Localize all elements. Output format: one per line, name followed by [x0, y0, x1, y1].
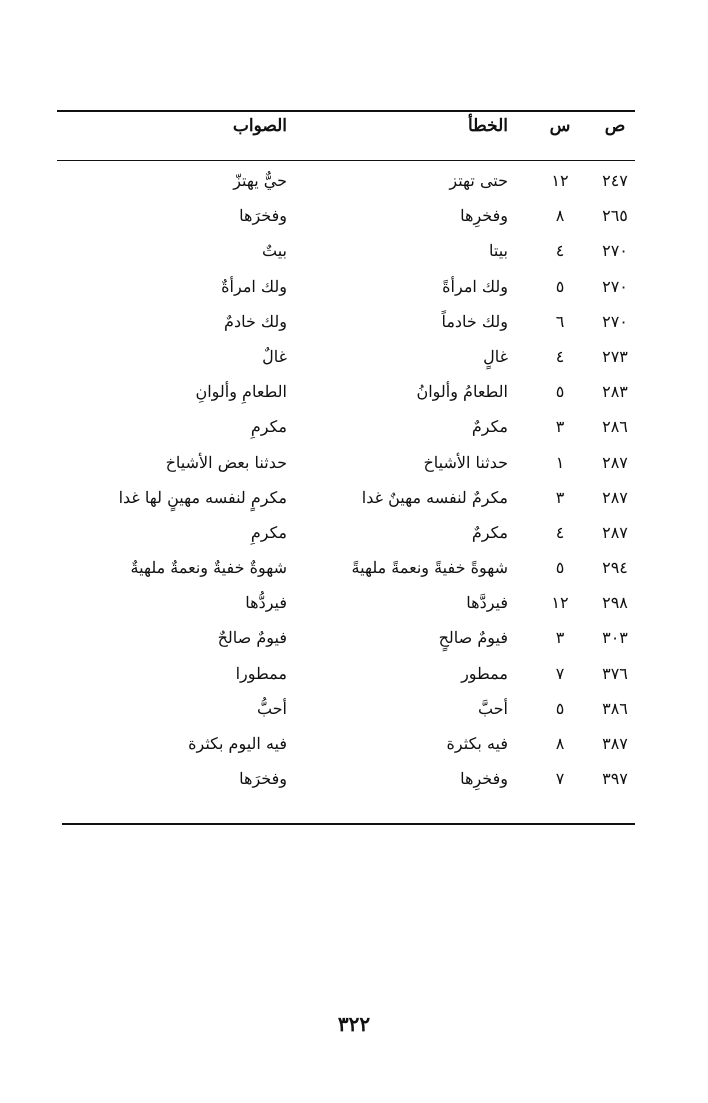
row-line-number: ٥ [555, 382, 565, 402]
row-page-number: ٢٧٣ [602, 346, 628, 366]
table-row [57, 523, 635, 558]
row-line-number: ٥ [555, 276, 565, 296]
row-line-number: ٧ [555, 769, 565, 789]
row-wrong-text: وفخرِها [460, 769, 508, 789]
row-wrong-text: ولك خادماً [441, 311, 508, 331]
row-wrong-text: شهوةً خفيةً ونعمةً ملهيةً [351, 558, 508, 578]
row-line-number: ٤ [555, 241, 565, 261]
row-correct-text: أحبُّ [256, 698, 287, 718]
row-wrong-text: مكرمٌ [471, 522, 508, 542]
row-page-number: ٢٨٧ [602, 487, 628, 507]
row-correct-text: فيردُّها [245, 593, 287, 613]
row-line-number: ٣ [555, 417, 565, 437]
row-correct-text: حدثنا بعض الأشياخ [165, 452, 287, 472]
row-correct-text: الطعامِ وألوانِ [195, 382, 287, 402]
row-page-number: ٢٩٤ [602, 558, 628, 578]
table-row [57, 699, 635, 734]
header-line-column: س [549, 116, 571, 136]
header-page-column: ص [604, 116, 626, 136]
header-wrong-column: الخطأ [467, 116, 508, 136]
row-correct-text: مكرمِ [250, 417, 287, 437]
row-correct-text: شهوةٌ خفيةٌ ونعمةٌ ملهيةٌ [130, 558, 287, 578]
row-line-number: ٤ [555, 522, 565, 542]
row-wrong-text: ممطور [461, 663, 508, 683]
row-line-number: ١٢ [551, 171, 569, 190]
row-page-number: ٣٧٦ [602, 663, 628, 683]
row-correct-text: فيومٌ صالحٌ [217, 628, 287, 648]
row-page-number: ٢٧٠ [602, 276, 628, 296]
row-wrong-text: حتى تهتز [449, 171, 508, 190]
row-line-number: ١٢ [551, 593, 569, 613]
row-correct-text: ممطورا [235, 663, 287, 683]
row-page-number: ٣٠٣ [602, 628, 628, 648]
row-correct-text: وفخرَها [239, 769, 287, 789]
row-wrong-text: مكرمٌ [471, 417, 508, 437]
table-row [57, 664, 635, 699]
row-wrong-text: بيتا [489, 241, 508, 261]
row-wrong-text: مكرمٌ لنفسه مهينٌ غدا [361, 487, 508, 507]
row-line-number: ٨ [555, 206, 565, 226]
row-wrong-text: فيه بكثرة [446, 734, 508, 753]
row-wrong-text: الطعامُ وألوانُ [416, 382, 508, 402]
row-page-number: ٢٧٠ [602, 241, 628, 261]
table-header-rule [57, 160, 635, 161]
table-bottom-rule [62, 823, 635, 825]
row-correct-text: وفخرَها [239, 206, 287, 226]
row-page-number: ٢٨٦ [602, 417, 628, 437]
row-correct-text: مكرمِ [250, 522, 287, 542]
table-row [57, 593, 635, 628]
table-row [57, 628, 635, 663]
table-row [57, 417, 635, 452]
row-page-number: ٢٦٥ [602, 206, 628, 226]
row-correct-text: ولك امرأةٌ [221, 276, 287, 296]
row-line-number: ٨ [555, 734, 565, 753]
row-wrong-text: وفخرِها [460, 206, 508, 226]
row-line-number: ٧ [555, 663, 565, 683]
row-page-number: ٣٨٦ [602, 698, 628, 718]
row-line-number: ٤ [555, 346, 565, 366]
errata-table-header [57, 116, 635, 146]
row-page-number: ٢٧٠ [602, 311, 628, 331]
errata-table-body [57, 171, 635, 804]
table-row [57, 206, 635, 241]
row-correct-text: ولك خادمٌ [224, 311, 287, 331]
row-page-number: ٢٤٧ [602, 171, 628, 190]
table-row [57, 734, 635, 769]
table-row [57, 241, 635, 276]
row-line-number: ٥ [555, 558, 565, 578]
row-page-number: ٣٨٧ [602, 734, 628, 753]
row-wrong-text: فيردَّها [466, 593, 508, 613]
row-correct-text: حيٌّ يهتزّ [233, 171, 287, 190]
row-correct-text: مكرمٍ لنفسه مهينٍ لها غدا [118, 487, 287, 507]
table-row [57, 312, 635, 347]
row-wrong-text: فيومٌ صالحٍ [438, 628, 508, 648]
row-line-number: ١ [555, 452, 565, 472]
row-line-number: ٣ [555, 628, 565, 648]
row-page-number: ٣٩٧ [602, 769, 628, 789]
row-page-number: ٢٩٨ [602, 593, 628, 613]
row-page-number: ٢٨٧ [602, 452, 628, 472]
row-wrong-text: أحبَّ [477, 698, 508, 718]
table-row [57, 453, 635, 488]
table-row [57, 558, 635, 593]
table-row [57, 382, 635, 417]
row-correct-text: فيه اليوم بكثرة [188, 734, 287, 753]
row-page-number: ٢٨٧ [602, 522, 628, 542]
table-row [57, 277, 635, 312]
row-wrong-text: حدثنا الأشياخ [423, 452, 508, 472]
row-line-number: ٣ [555, 487, 565, 507]
row-wrong-text: غالٍ [483, 346, 508, 366]
table-row [57, 171, 635, 206]
table-row [57, 488, 635, 523]
table-row [57, 347, 635, 382]
row-page-number: ٢٨٣ [602, 382, 628, 402]
row-line-number: ٦ [555, 311, 565, 331]
page-number: ٣٢٢ [337, 1012, 371, 1036]
row-correct-text: غالٌ [262, 346, 287, 366]
table-top-rule [57, 110, 635, 112]
row-line-number: ٥ [555, 698, 565, 718]
row-wrong-text: ولك امرأةً [442, 276, 508, 296]
header-correct-column: الصواب [232, 116, 287, 136]
table-row [57, 769, 635, 804]
row-correct-text: بيتٌ [262, 241, 287, 261]
